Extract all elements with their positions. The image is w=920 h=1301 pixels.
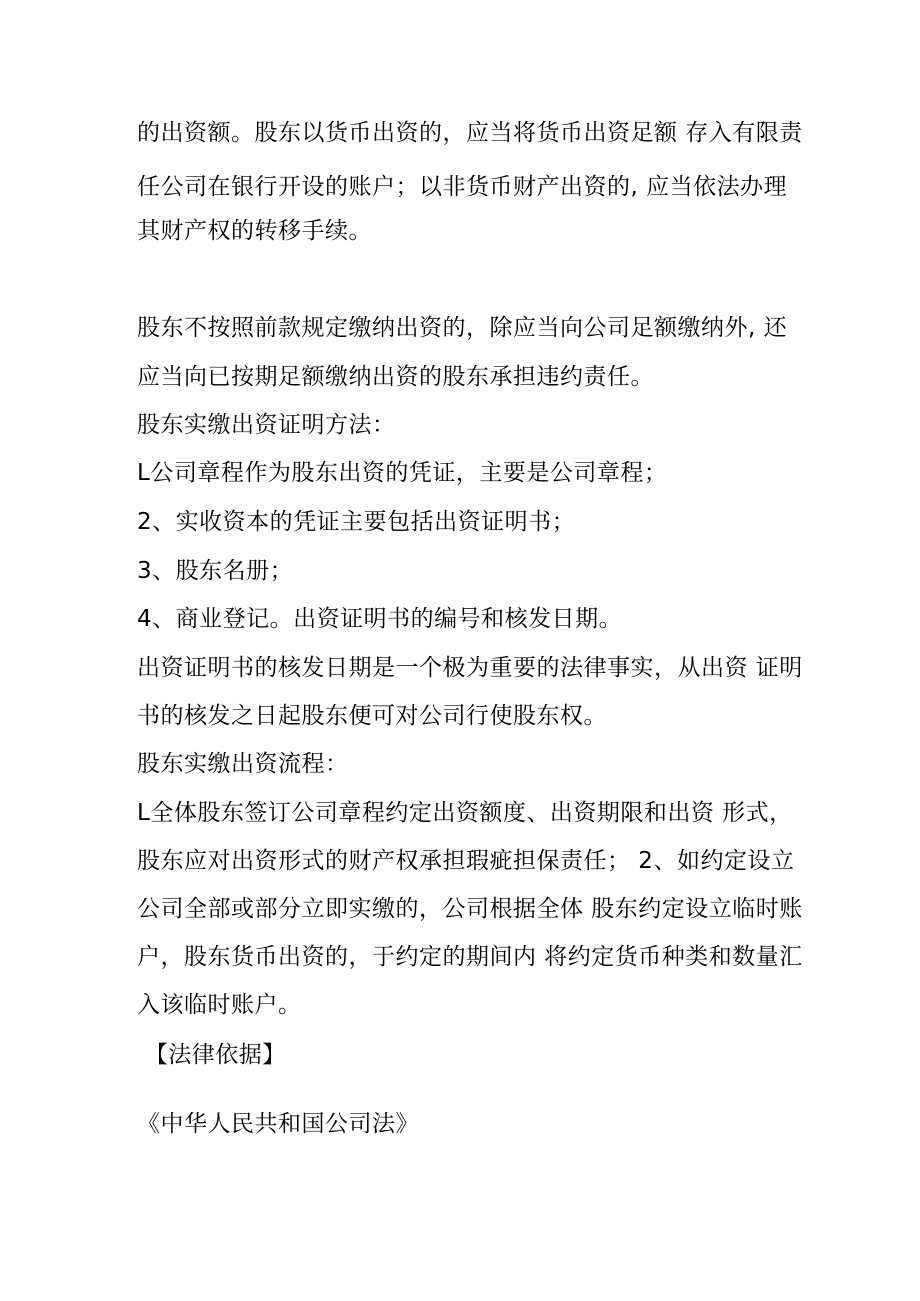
paragraph-line: 公司全部或部分立即实缴的，公司根据全体 股东约定设立临时账 xyxy=(137,896,803,922)
paragraph-line: 书的核发之日起股东便可对公司行使股东权。 xyxy=(137,703,607,729)
paragraph-line: 任公司在银行开设的账户；以非货币财产出资的, 应当依法办理 xyxy=(137,174,788,200)
paragraph-line: 入该临时账户。 xyxy=(137,992,302,1018)
paragraph-line: 出资证明书的核发日期是一个极为重要的法律事实，从出资 证明 xyxy=(137,655,803,681)
paragraph-line: 股东应对出资形式的财产权承担瑕疵担保责任； 2、如约定设立 xyxy=(137,848,795,874)
list-item: 3、股东名册； xyxy=(137,558,294,584)
list-item: 4、商业登记。出资证明书的编号和核发日期。 xyxy=(137,606,623,632)
paragraph-line: 的出资额。股东以货币出资的，应当将货币出资足额 存入有限责 xyxy=(137,120,803,146)
law-title: 《中华人民共和国公司法》 xyxy=(137,1111,419,1137)
legal-basis-heading: 【法律依据】 xyxy=(137,1042,286,1068)
paragraph-line: 股东不按照前款规定缴纳出资的，除应当向公司足额缴纳外, 还 xyxy=(137,315,788,341)
paragraph-line: 其财产权的转移手续。 xyxy=(137,218,372,244)
list-item: 2、实收资本的凭证主要包括出资证明书； xyxy=(137,509,576,535)
list-item: L全体股东签订公司章程约定出资额度、出资期限和出资 形式， xyxy=(137,800,793,826)
paragraph-line: 应当向已按期足额缴纳出资的股东承担违约责任。 xyxy=(137,364,654,390)
paragraph-line: 户，股东货币出资的，于约定的期间内 将约定货币种类和数量汇 xyxy=(137,944,803,970)
section-heading: 股东实缴出资流程： xyxy=(137,751,349,777)
section-heading: 股东实缴出资证明方法： xyxy=(137,412,396,438)
list-item: L公司章程作为股东出资的凭证，主要是公司章程； xyxy=(137,460,668,486)
